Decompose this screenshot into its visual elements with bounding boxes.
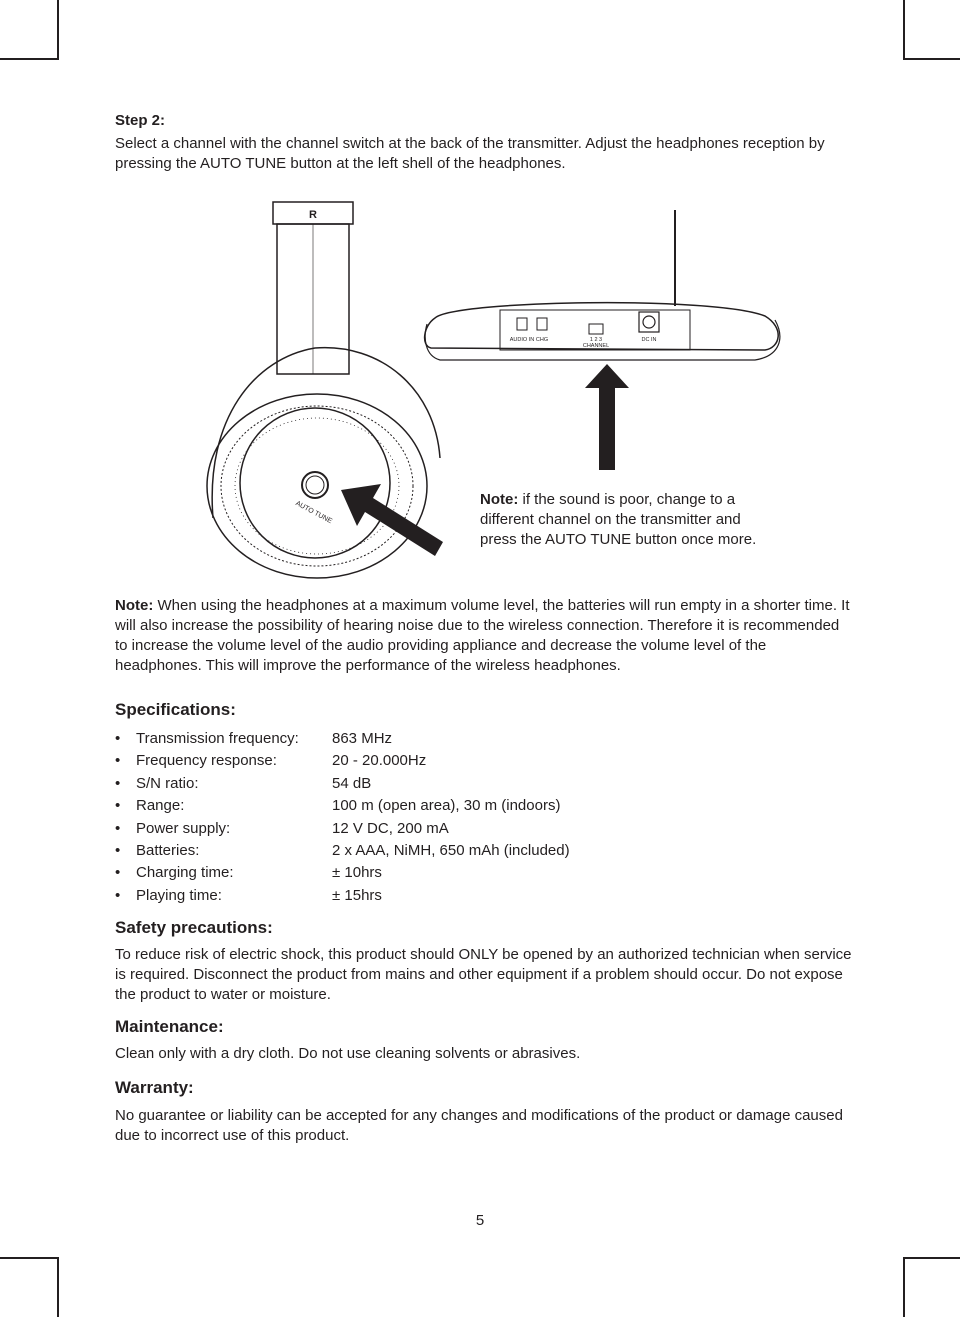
figure-note-label: Note: — [480, 491, 519, 508]
warranty-heading: Warranty: — [115, 1078, 194, 1097]
audio-in-label: AUDIO IN — [509, 337, 535, 343]
spec-value: 100 m (open area), 30 m (indoors) — [332, 797, 561, 815]
figure-note-text: if the sound is poor, change to a different channel on the transmitter and press the AUTO TUNE button once more. — [480, 491, 757, 548]
ear-cup-illustration — [207, 348, 440, 578]
spec-item — [115, 862, 815, 884]
bullet-icon: • — [115, 819, 121, 837]
spec-value: 2 x AAA, NiMH, 650 mAh (included) — [332, 841, 570, 859]
chg-label: CHG — [535, 337, 549, 343]
safety-heading: Safety precautions: — [115, 918, 273, 937]
spec-label: Charging time: — [136, 864, 234, 882]
auto-tune-label: AUTO TUNE — [294, 500, 334, 526]
maintenance-heading: Maintenance: — [115, 1017, 224, 1036]
crop-mark-bottom-left — [0, 1257, 59, 1317]
spec-value: 12 V DC, 200 mA — [332, 819, 449, 837]
bullet-icon: • — [115, 886, 121, 904]
channel-label: CHANNEL — [582, 343, 610, 349]
bullet-icon: • — [115, 730, 121, 747]
spec-value: ± 10hrs — [332, 864, 382, 882]
spec-label: Batteries: — [136, 841, 200, 859]
spec-label: S/N ratio: — [136, 774, 199, 792]
bullet-icon: • — [115, 752, 121, 770]
dc-in-label: DC IN — [641, 337, 657, 343]
crop-mark-top-left — [0, 0, 59, 60]
spec-item — [115, 795, 815, 817]
spec-value: 20 - 20.000Hz — [332, 752, 427, 770]
volume-note — [115, 596, 855, 676]
channel-switch-arrow — [585, 364, 629, 470]
crop-mark-top-right — [903, 0, 960, 60]
volume-note-label: Note: — [115, 597, 154, 614]
volume-note-text: When using the headphones at a maximum volume level, the batteries will run empty in a shorter time. It will also increase the possibility of hearing noise due to the wireless connection. Therefore it is recommended to increase the volume level of the audio providing appliance and decrease the volume level of the headphones. This will improve the performance of the wireless headphones. — [115, 597, 850, 674]
safety-text: To reduce risk of electric shock, this product should ONLY be opened by an authorized technician when service is required. Disconnect the product from mains and other equipment if a problem should occur. Do not expose the product to water or moisture. — [115, 946, 852, 1003]
headphone-side-label: R — [309, 209, 317, 221]
spec-label: Range: — [136, 797, 185, 815]
spec-item — [115, 728, 815, 750]
bullet-icon: • — [115, 774, 121, 792]
specifications-list — [115, 728, 815, 907]
crop-mark-bottom-right — [903, 1257, 960, 1317]
spec-item — [115, 818, 815, 840]
spec-value: 54 dB — [332, 774, 372, 792]
bullet-icon: • — [115, 797, 121, 815]
channel-numbers-label: 1 2 3 — [589, 337, 603, 343]
warranty-text: No guarantee or liability can be accepted for any changes and modifications of the product or damage caused due to incorrect use of this product. — [115, 1107, 843, 1144]
spec-item — [115, 773, 815, 795]
spec-item — [115, 840, 815, 862]
step-text: Select a channel with the channel switch at the back of the transmitter. Adjust the headphones reception by pressing the AUTO TUNE button at the left shell of the headphones. — [115, 135, 825, 172]
spec-item — [115, 750, 815, 772]
bullet-icon: • — [115, 841, 121, 859]
specifications-heading: Specifications: — [115, 700, 236, 719]
step-title: Step 2: — [115, 112, 166, 129]
transmitter-panel-labels — [510, 337, 657, 349]
page-number: 5 — [475, 1212, 485, 1229]
bullet-icon: • — [115, 864, 121, 882]
spec-label: Playing time: — [136, 886, 222, 904]
transmitter-illustration — [425, 210, 780, 360]
spec-item — [115, 885, 815, 907]
spec-label: Frequency response: — [136, 752, 277, 770]
spec-value: 863 MHz — [332, 730, 393, 747]
spec-label: Power supply: — [136, 819, 231, 837]
spec-value: ± 15hrs — [332, 886, 382, 904]
spec-label: Transmission frequency: — [136, 730, 299, 747]
maintenance-text: Clean only with a dry cloth. Do not use cleaning solvents or abrasives. — [115, 1045, 581, 1062]
figure-note — [480, 490, 780, 550]
